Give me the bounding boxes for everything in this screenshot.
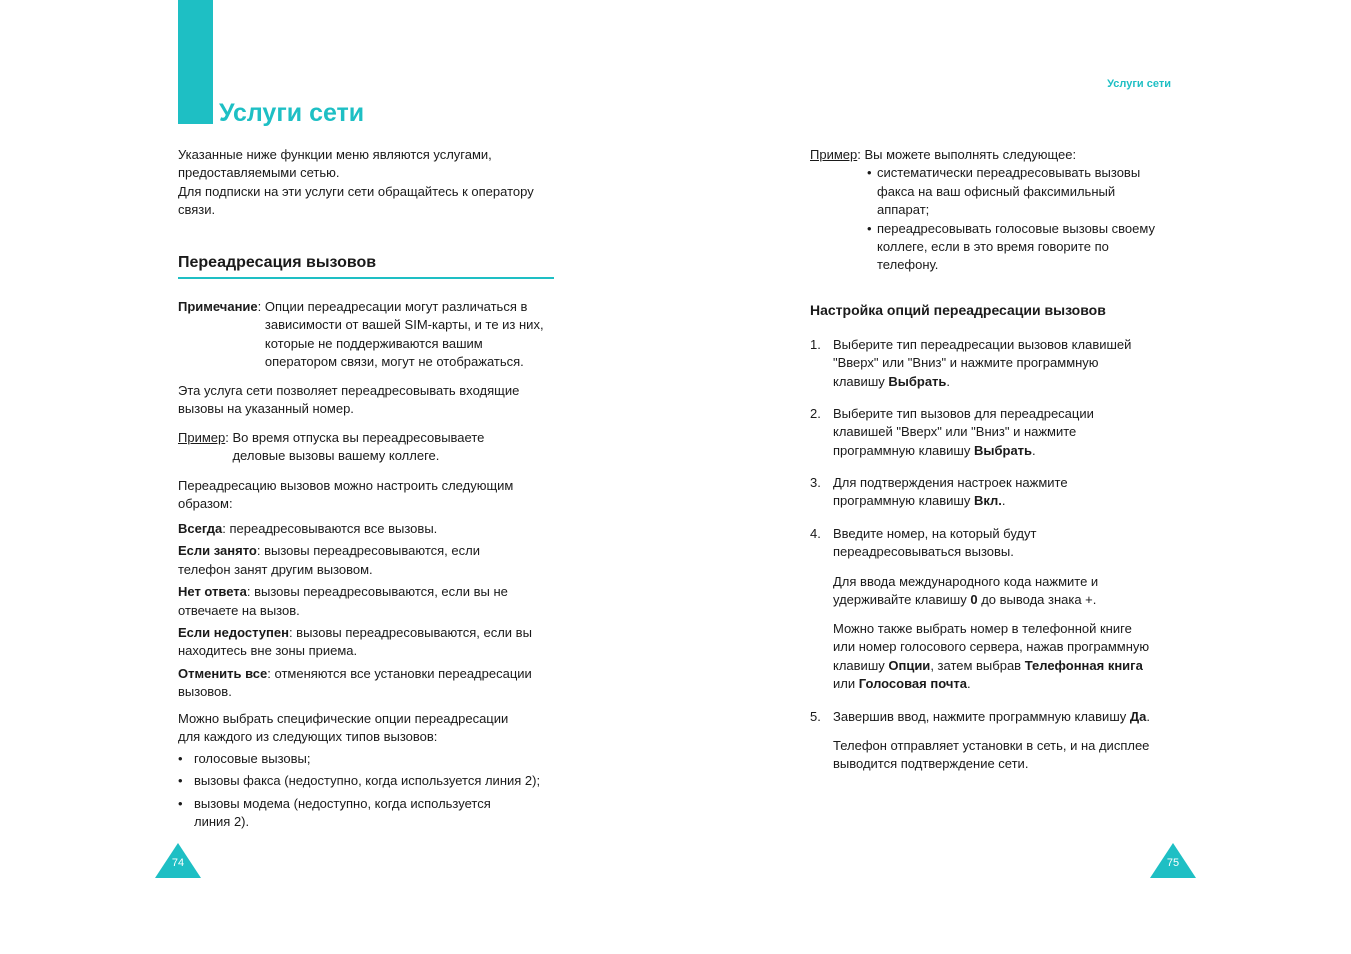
text-run: .: [1001, 493, 1006, 509]
text-line: Выберите тип переадресации вызовов клавишей: [833, 337, 1132, 352]
call-types-list: [178, 750, 568, 832]
text-line: Выберите тип вызовов для переадресации: [833, 406, 1094, 421]
example-intro-line: [810, 146, 1190, 164]
option-line: отвечаете на вызов.: [178, 602, 300, 618]
option-desc: : вызовы переадресовываются, если вы: [288, 625, 532, 641]
example-label: Пример: [810, 147, 858, 162]
option-item: [178, 542, 558, 579]
option-line: телефон занят другим вызовом.: [178, 561, 373, 577]
intro-paragraph: [178, 146, 534, 220]
bullet-icon: •: [178, 773, 183, 789]
step-item: [810, 708, 1150, 726]
section-title: Переадресация вызовов: [178, 252, 554, 279]
text-line: переадресовываться вызовы.: [833, 544, 1014, 560]
forwarding-options: [178, 520, 558, 702]
step-item: [810, 474, 1068, 511]
text-line: систематически переадресовывать вызовы: [877, 165, 1141, 181]
text-line: Для ввода международного кода нажмите и: [833, 574, 1099, 589]
text-line: "Вверх" или "Вниз" и нажмите программную: [833, 355, 1099, 371]
text-line: [833, 492, 1068, 510]
text-line: телефону.: [877, 257, 939, 273]
option-item: [178, 583, 558, 620]
text-line: деловые вызовы вашему коллеге.: [232, 448, 440, 464]
text-line: для каждого из следующих типов вызовов:: [178, 729, 438, 745]
text-line: [833, 591, 1098, 609]
page-number-right: 75: [1166, 857, 1180, 869]
service-description: [178, 382, 519, 419]
text-run: удерживайте клавишу: [833, 592, 971, 608]
text-line: линия 2).: [194, 814, 250, 830]
text-run: .: [1146, 709, 1150, 724]
step-number: 3.: [810, 475, 821, 490]
text-line: Во время отпуска вы переадресовываете: [232, 430, 485, 445]
step-4-paragraph-3: [833, 620, 1149, 694]
text-line: или номер голосового сервера, нажав программную: [833, 639, 1150, 655]
text-line: Можно выбрать специфические опции переадресации: [178, 711, 509, 726]
text-line: аппарат;: [877, 202, 930, 218]
text-line: факса на ваш офисный факсимильный: [877, 183, 1116, 199]
chapter-accent-bar: [178, 0, 213, 124]
option-line: находитесь вне зоны приема.: [178, 643, 358, 659]
text-run: .: [966, 676, 971, 692]
option-line: [178, 542, 558, 560]
text-line: зависимости от вашей SIM-карты, и те из них,: [264, 317, 544, 333]
text-line: Телефон отправляет установки в сеть, и на дисплее: [833, 738, 1150, 753]
step-number: 4.: [810, 526, 821, 541]
text-line: Для подтверждения настроек нажмите: [833, 475, 1068, 490]
step-item: [810, 405, 1094, 460]
note-label: Примечание: [178, 299, 258, 314]
step-number: 1.: [810, 337, 821, 352]
example-intro: : Вы можете выполнять следующее:: [857, 147, 1077, 162]
text-line: предоставляемыми сетью.: [178, 165, 340, 181]
step-number: 5.: [810, 709, 821, 724]
text-line: переадресовывать голосовые вызовы своему: [877, 220, 1155, 236]
text-run: до вывода знака +.: [977, 592, 1097, 608]
step-5-paragraph-2: [833, 737, 1149, 774]
option-desc: : переадресовываются все вызовы.: [222, 521, 438, 536]
text-line: Можно также выбрать номер в телефонной книге: [833, 621, 1132, 636]
bullet-icon: •: [867, 220, 872, 236]
softkey-label: Выбрать: [888, 373, 947, 389]
step-item: [810, 336, 1131, 391]
page-number-left: 74: [171, 857, 185, 869]
text-run: клавишу: [833, 657, 889, 673]
text-run: .: [946, 373, 951, 389]
text-line: коллеге, если в это время говорите по: [877, 239, 1109, 255]
text-run: программную клавишу: [833, 442, 974, 458]
text-line: оператором связи, могут не отображаться.: [264, 354, 524, 370]
example-block: [178, 429, 484, 466]
text-line: Переадресацию вызовов можно настроить следующим: [178, 478, 514, 493]
running-head: Услуги сети: [1107, 78, 1171, 90]
text-run: клавишу: [833, 373, 889, 389]
text-run: программную клавишу: [833, 493, 974, 509]
text-line: Введите номер, на который будут: [833, 526, 1037, 541]
note-label-wrap: Примечание:: [178, 299, 265, 314]
bullet-icon: •: [178, 795, 183, 811]
text-line: [833, 373, 1131, 391]
text-line: вызовы на указанный номер.: [178, 401, 354, 417]
example-label: Пример: [178, 430, 226, 445]
softkey-label: Выбрать: [973, 442, 1033, 458]
text-line: [833, 708, 1150, 726]
text-line: Опции переадресации могут различаться в: [264, 299, 528, 314]
option-item: [178, 520, 558, 538]
softkey-label: Вкл.: [973, 493, 1002, 509]
list-item: [178, 795, 568, 832]
step-number: 2.: [810, 406, 821, 421]
option-line: [178, 520, 558, 538]
text-line: Для подписки на эти услуги сети обращайтесь к оператору: [178, 183, 534, 199]
option-term: Всегда: [178, 521, 223, 536]
option-desc: : вызовы переадресовываются, если вы не: [246, 584, 508, 600]
text-line: Эта услуга сети позволяет переадресовывать входящие: [178, 383, 520, 398]
subsection-title: Настройка опций переадресации вызовов: [810, 302, 1106, 318]
text-line: вызовы факса (недоступно, когда используется линия 2);: [194, 773, 541, 789]
text-line: которые не поддерживаются вашим: [264, 335, 483, 351]
example-block-right: [810, 146, 1190, 275]
step-4-paragraph-2: [833, 573, 1098, 610]
example-label-wrap: Пример:: [178, 430, 233, 445]
list-item: [867, 220, 1190, 275]
text-line: [833, 442, 1094, 460]
list-item: [178, 750, 568, 768]
example-text: [232, 429, 484, 466]
option-item: [178, 624, 558, 661]
text-line: выводится подтверждение сети.: [833, 756, 1029, 772]
text-line: голосовые вызовы;: [194, 751, 311, 766]
option-desc: : вызовы переадресовываются, если: [256, 543, 480, 559]
note-text: [265, 298, 544, 372]
chapter-title: Услуги сети: [219, 99, 365, 127]
setup-intro: [178, 477, 513, 514]
text-run: , затем выбрав: [930, 657, 1025, 673]
option-line: [178, 665, 558, 683]
list-item: [178, 772, 568, 790]
menu-label: Телефонная книга: [1024, 657, 1143, 673]
note-block: [178, 298, 558, 372]
list-item: [867, 164, 1190, 219]
softkey-label: Да: [1129, 709, 1147, 724]
option-term: Если занято: [178, 543, 257, 559]
call-types-intro: [178, 710, 508, 747]
example-bullets: [867, 164, 1190, 274]
key-label: 0: [970, 592, 978, 608]
option-term: Нет ответа: [178, 584, 247, 600]
step-item: [810, 525, 1036, 562]
text-line: [833, 657, 1149, 675]
option-line: [178, 583, 558, 601]
option-line: [178, 624, 558, 642]
text-line: вызовы модема (недоступно, когда используется: [194, 795, 491, 811]
text-run: или: [833, 676, 859, 692]
option-item: [178, 665, 558, 702]
bullet-icon: •: [867, 165, 872, 181]
text-line: Указанные ниже функции меню являются услугами,: [178, 147, 492, 162]
bullet-icon: •: [178, 751, 183, 766]
text-run: .: [1032, 442, 1036, 458]
option-term: Если недоступен: [178, 625, 289, 641]
option-desc: : отменяются все установки переадресации: [267, 665, 532, 681]
softkey-label: Опции: [888, 657, 931, 673]
option-line: вызовов.: [178, 684, 232, 700]
option-term: Отменить все: [178, 665, 268, 681]
text-line: образом:: [178, 496, 233, 512]
text-line: связи.: [178, 202, 216, 218]
text-line: [833, 675, 1149, 693]
text-line: клавишей "Вверх" или "Вниз" и нажмите: [833, 424, 1077, 440]
text-run: Завершив ввод, нажмите программную клавишу: [833, 709, 1130, 724]
menu-label: Голосовая почта: [858, 676, 967, 692]
